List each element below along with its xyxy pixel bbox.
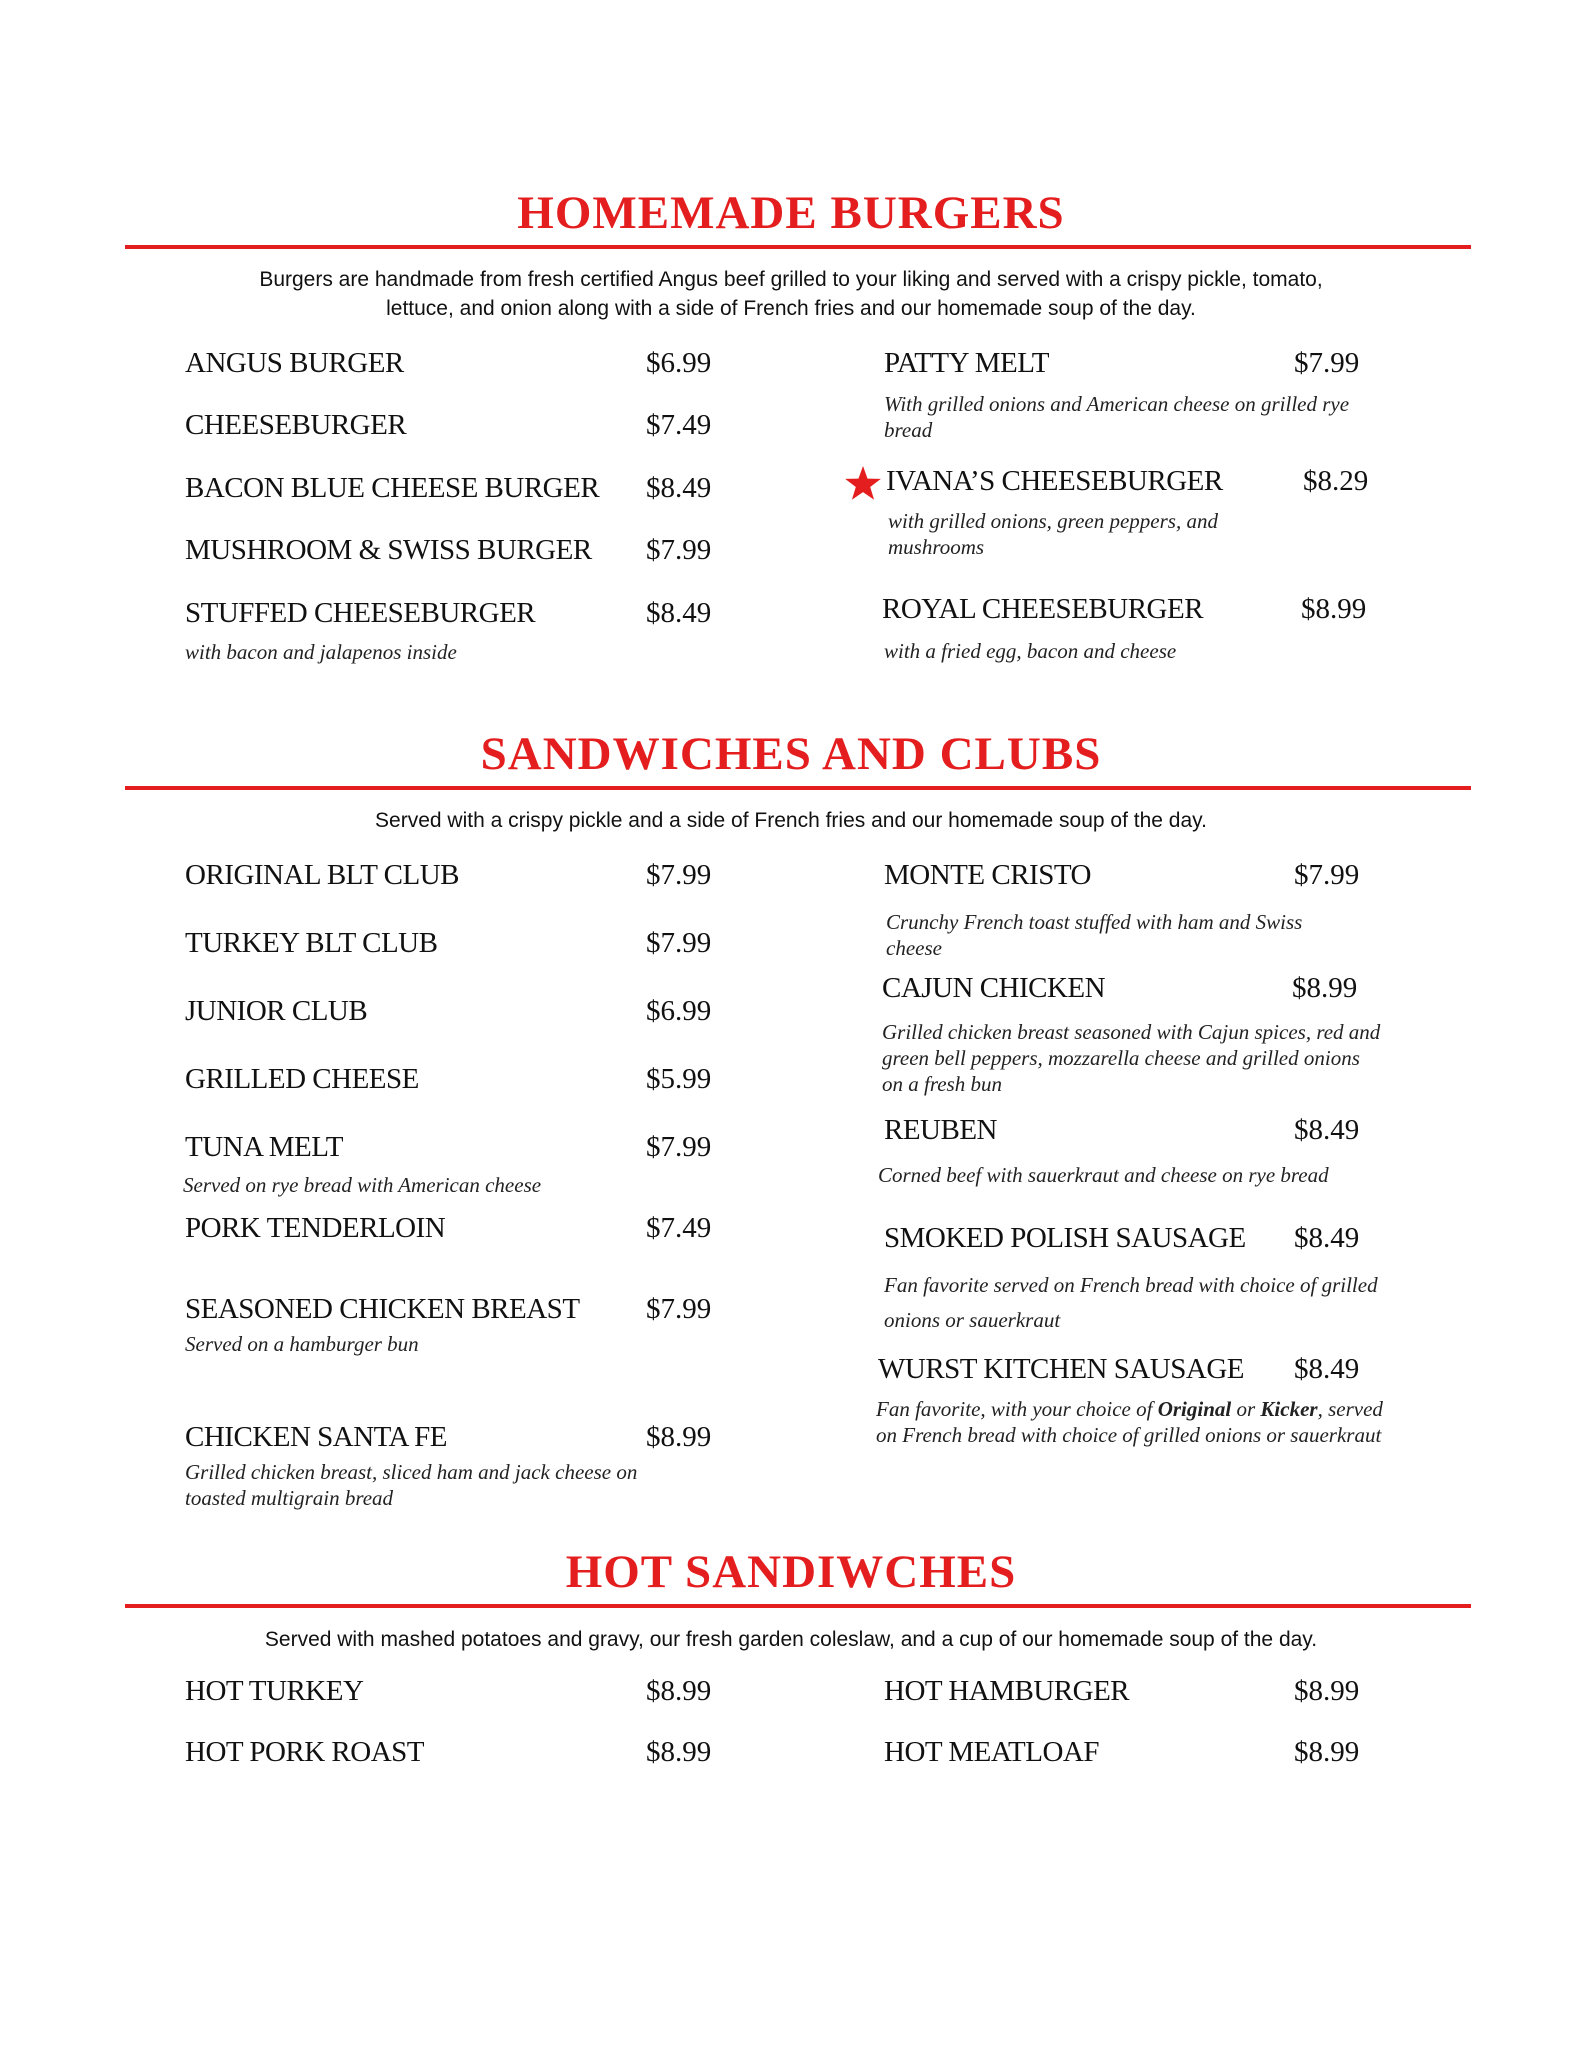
- price-bacon-blue-cheese-burger: $8.49: [646, 472, 712, 504]
- menu-item-hot-hamburger: HOT HAMBURGER: [884, 1675, 1130, 1707]
- price-chicken-santa-fe: $8.99: [646, 1421, 712, 1453]
- price-smoked-polish-sausage: $8.49: [1294, 1222, 1360, 1254]
- menu-item-original-blt-club: ORIGINAL BLT CLUB: [185, 859, 459, 891]
- price-ivanas-cheeseburger: $8.29: [1303, 465, 1369, 497]
- price-stuffed-cheeseburger: $8.49: [646, 597, 712, 629]
- price-monte-cristo: $7.99: [1294, 859, 1360, 891]
- price-pork-tenderloin: $7.49: [646, 1212, 712, 1244]
- menu-item-angus-burger: ANGUS BURGER: [185, 347, 404, 379]
- star-icon: [844, 466, 882, 502]
- menu-item-ivanas-cheeseburger: IVANA’S CHEESEBURGER: [886, 465, 1223, 497]
- desc-monte-cristo: Crunchy French toast stuffed with ham and Swiss cheese: [886, 910, 1303, 960]
- desc-wurst-option-original: Original: [1157, 1397, 1232, 1421]
- desc-chicken-santa-fe: Grilled chicken breast, sliced ham and jack cheese on toasted multigrain bread: [185, 1460, 638, 1510]
- menu-item-pork-tenderloin: PORK TENDERLOIN: [185, 1212, 446, 1244]
- menu-item-wurst-kitchen-sausage: WURST KITCHEN SAUSAGE: [878, 1353, 1244, 1385]
- desc-royal-cheeseburger: with a fried egg, bacon and cheese: [884, 639, 1177, 663]
- desc-stuffed-cheeseburger: with bacon and jalapenos inside: [185, 640, 457, 664]
- sandwiches-intro: Served with a crispy pickle and a side of French fries and our homemade soup of the day.: [375, 809, 1207, 832]
- sandwiches-divider: [125, 786, 1471, 790]
- desc-patty-melt: With grilled onions and American cheese on grilled rye bread: [884, 392, 1350, 442]
- price-mushroom-swiss-burger: $7.99: [646, 534, 712, 566]
- price-cheeseburger: $7.49: [646, 409, 712, 441]
- menu-item-cheeseburger: CHEESEBURGER: [185, 409, 407, 441]
- menu-item-royal-cheeseburger: ROYAL CHEESEBURGER: [882, 593, 1204, 625]
- menu-item-mushroom-swiss-burger: MUSHROOM & SWISS BURGER: [185, 534, 592, 566]
- desc-tuna-melt: Served on rye bread with American cheese: [183, 1173, 542, 1197]
- price-royal-cheeseburger: $8.99: [1301, 593, 1367, 625]
- menu-item-stuffed-cheeseburger: STUFFED CHEESEBURGER: [185, 597, 536, 629]
- hot-sandwiches-intro: Served with mashed potatoes and gravy, our fresh garden coleslaw, and a cup of our homemade soup of the day.: [264, 1628, 1318, 1651]
- menu-item-bacon-blue-cheese-burger: BACON BLUE CHEESE BURGER: [185, 472, 600, 504]
- menu-item-chicken-santa-fe: CHICKEN SANTA FE: [185, 1421, 447, 1453]
- burgers-intro-line1: Burgers are handmade from fresh certified Angus beef grilled to your liking and served with a crispy pickle, tomato,: [259, 268, 1323, 291]
- hot-sandwiches-divider: [125, 1604, 1471, 1608]
- menu-item-hot-meatloaf: HOT MEATLOAF: [884, 1736, 1099, 1768]
- menu-item-cajun-chicken: CAJUN CHICKEN: [882, 972, 1106, 1004]
- desc-wurst-kitchen-sausage: [876, 1396, 1396, 1448]
- price-hot-turkey: $8.99: [646, 1675, 712, 1707]
- desc-ivanas-cheeseburger: with grilled onions, green peppers, and mushrooms: [888, 509, 1218, 559]
- menu-item-grilled-cheese: GRILLED CHEESE: [185, 1063, 419, 1095]
- price-hot-hamburger: $8.99: [1294, 1675, 1360, 1707]
- menu-item-smoked-polish-sausage: SMOKED POLISH SAUSAGE: [884, 1222, 1246, 1254]
- menu-item-junior-club: JUNIOR CLUB: [185, 995, 368, 1027]
- price-original-blt-club: $7.99: [646, 859, 712, 891]
- price-patty-melt: $7.99: [1294, 347, 1360, 379]
- menu-item-seasoned-chicken-breast: SEASONED CHICKEN BREAST: [185, 1293, 580, 1325]
- desc-wurst-text-c: , served on French bread with choice of grilled onions or sauerkraut: [876, 1397, 1383, 1447]
- menu-item-tuna-melt: TUNA MELT: [185, 1131, 343, 1163]
- menu-item-monte-cristo: MONTE CRISTO: [884, 859, 1091, 891]
- price-hot-pork-roast: $8.99: [646, 1736, 712, 1768]
- price-angus-burger: $6.99: [646, 347, 712, 379]
- desc-wurst-option-kicker: Kicker: [1260, 1397, 1318, 1421]
- desc-cajun-chicken: Grilled chicken breast seasoned with Cajun spices, red and green bell peppers, mozzarella cheese and grilled onions on a fresh bun: [882, 1020, 1381, 1096]
- price-turkey-blt-club: $7.99: [646, 927, 712, 959]
- burgers-intro: [0, 265, 1582, 323]
- menu-item-turkey-blt-club: TURKEY BLT CLUB: [185, 927, 438, 959]
- price-seasoned-chicken-breast: $7.99: [646, 1293, 712, 1325]
- menu-item-hot-turkey: HOT TURKEY: [185, 1675, 364, 1707]
- price-grilled-cheese: $5.99: [646, 1063, 712, 1095]
- price-cajun-chicken: $8.99: [1292, 972, 1358, 1004]
- burgers-divider: [125, 245, 1471, 249]
- desc-reuben: Corned beef with sauerkraut and cheese on rye bread: [878, 1163, 1329, 1187]
- desc-wurst-text-b: or: [1231, 1397, 1261, 1421]
- price-reuben: $8.49: [1294, 1114, 1360, 1146]
- desc-seasoned-chicken-breast: Served on a hamburger bun: [185, 1332, 419, 1356]
- menu-item-reuben: REUBEN: [884, 1114, 997, 1146]
- desc-wurst-text-a: Fan favorite, with your choice of: [876, 1397, 1158, 1421]
- price-hot-meatloaf: $8.99: [1294, 1736, 1360, 1768]
- hot-sandwiches-title: HOT SANDIWCHES: [565, 1546, 1017, 1598]
- price-tuna-melt: $7.99: [646, 1131, 712, 1163]
- sandwiches-title: SANDWICHES AND CLUBS: [480, 728, 1102, 780]
- menu-item-patty-melt: PATTY MELT: [884, 347, 1050, 379]
- desc-smoked-polish-sausage: Fan favorite served on French bread with choice of grilled onions or sauerkraut: [884, 1273, 1378, 1332]
- price-wurst-kitchen-sausage: $8.49: [1294, 1353, 1360, 1385]
- menu-item-hot-pork-roast: HOT PORK ROAST: [185, 1736, 425, 1768]
- burgers-intro-line2: lettuce, and onion along with a side of French fries and our homemade soup of the day.: [386, 297, 1196, 320]
- price-junior-club: $6.99: [646, 995, 712, 1027]
- burgers-title: HOMEMADE BURGERS: [517, 187, 1065, 239]
